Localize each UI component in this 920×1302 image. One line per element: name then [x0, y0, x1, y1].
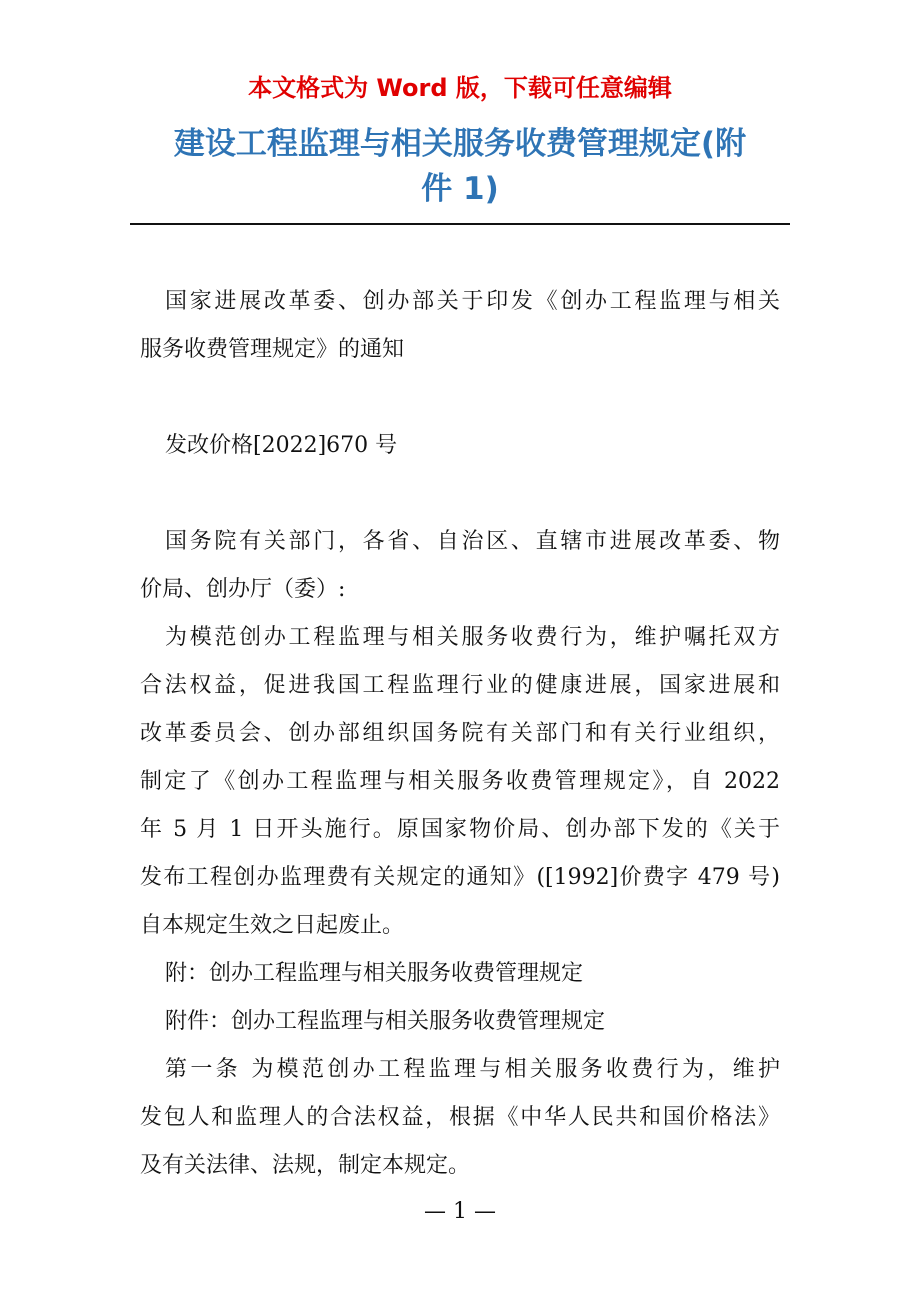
- page-number: — 1 —: [424, 1199, 496, 1224]
- text-line: 及有关法律、法规，制定本规定。: [140, 1153, 471, 1178]
- paragraph-notice-heading: [140, 278, 780, 374]
- text-line: 发包人和监理人的合法权益，根据《中华人民共和国价格法》: [140, 1105, 780, 1130]
- text-line: 附件：创办工程监理与相关服务收费管理规定: [165, 1009, 606, 1034]
- paragraph-document-number: [140, 422, 780, 470]
- paragraph-attachment-title: [140, 998, 780, 1046]
- download-notice: 本文格式为 Word 版，下载可任意编辑: [248, 74, 672, 102]
- text-line: 发布工程创办监理费有关规定的通知》([1992]价费字 479 号): [140, 865, 780, 890]
- title-divider: [130, 223, 790, 225]
- paragraph-attachment-note: [140, 950, 780, 998]
- title-line: 建设工程监理与相关服务收费管理规定(附: [173, 126, 747, 162]
- text-line: 服务收费管理规定》的通知: [140, 337, 405, 362]
- text-line: 发改价格[2022]670 号: [165, 433, 398, 458]
- text-line: 合法权益，促进我国工程监理行业的健康进展，国家进展和: [140, 673, 780, 698]
- text-line: 国务院有关部门，各省、自治区、直辖市进展改革委、物: [165, 529, 780, 554]
- text-line: 价局、创办厅（委）:: [140, 577, 346, 602]
- document-body: [140, 278, 780, 1190]
- paragraph-main-notice: [140, 614, 780, 950]
- paragraph-addressees: [140, 518, 780, 614]
- text-line: 国家进展改革委、创办部关于印发《创办工程监理与相关: [165, 289, 780, 314]
- text-line: 为模范创办工程监理与相关服务收费行为，维护嘱托双方: [165, 625, 780, 650]
- paragraph-article-1: [140, 1046, 780, 1190]
- text-line: 年 5 月 1 日开头施行。原国家物价局、创办部下发的《关于: [140, 817, 780, 842]
- text-line: 制定了《创办工程监理与相关服务收费管理规定》，自 2022: [140, 769, 780, 794]
- text-line: 改革委员会、创办部组织国务院有关部门和有关行业组织，: [140, 721, 780, 746]
- text-line: 第一条 为模范创办工程监理与相关服务收费行为，维护: [165, 1057, 780, 1082]
- text-line: 附：创办工程监理与相关服务收费管理规定: [165, 961, 584, 986]
- title-line: 件 1): [421, 171, 499, 207]
- document-title: [100, 122, 820, 212]
- text-line: 自本规定生效之日起废止。: [140, 913, 405, 938]
